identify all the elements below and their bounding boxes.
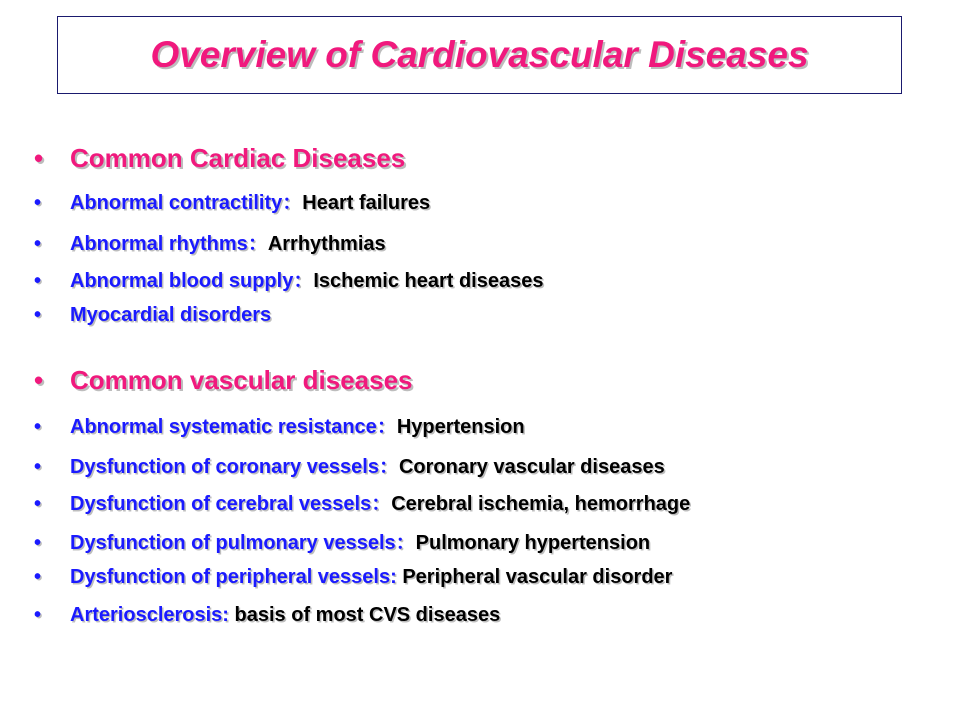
title-box (57, 16, 902, 94)
bullet-icon: • (34, 233, 42, 255)
item-separator: ： (282, 192, 303, 214)
list-item (34, 410, 525, 439)
item-value: Coronary vascular diseases (398, 456, 665, 478)
item-separator: ： (378, 456, 399, 478)
bullet-icon: • (34, 365, 44, 395)
item-value: Peripheral vascular disorder (402, 566, 673, 588)
item-separator: ： (247, 233, 268, 255)
item-value: Heart failures (302, 192, 431, 214)
vascular-heading-text: Common vascular diseases (70, 365, 413, 395)
item-value: Ischemic heart diseases (313, 270, 544, 292)
list-item (34, 450, 665, 479)
item-separator: ： (376, 416, 397, 438)
bullet-icon: • (34, 192, 42, 214)
item-label: Abnormal contractility (70, 192, 283, 214)
item-label: Abnormal systematic resistance (70, 416, 377, 438)
item-value: Cerebral ischemia, hemorrhage (391, 493, 691, 515)
list-item (34, 186, 430, 215)
list-item (34, 526, 650, 555)
slide-title: Overview of Cardiovascular Diseases (150, 34, 809, 75)
list-item (34, 264, 543, 293)
item-value: Pulmonary hypertension (415, 532, 651, 554)
cardiac-heading (34, 143, 405, 174)
item-label: Arteriosclerosis: (70, 604, 229, 626)
bullet-icon: • (34, 143, 44, 173)
list-item (34, 566, 672, 589)
bullet-icon: • (34, 566, 42, 588)
bullet-icon: • (34, 416, 42, 438)
list-item (34, 604, 500, 627)
bullet-icon: • (34, 304, 42, 326)
bullet-icon: • (34, 270, 42, 292)
cardiac-heading-text: Common Cardiac Diseases (70, 143, 406, 173)
item-label: Abnormal blood supply (70, 270, 294, 292)
item-label: Myocardial disorders (70, 304, 272, 326)
item-value: Arrhythmias (267, 233, 386, 255)
item-label: Dysfunction of peripheral vessels: (70, 566, 397, 588)
item-value: basis of most CVS diseases (234, 604, 501, 626)
item-label: Dysfunction of coronary vessels (70, 456, 379, 478)
list-item (34, 487, 690, 516)
bullet-icon: • (34, 493, 42, 515)
item-label: Dysfunction of pulmonary vessels (70, 532, 396, 554)
item-separator: ： (395, 532, 416, 554)
bullet-icon: • (34, 604, 42, 626)
item-label: Dysfunction of cerebral vessels (70, 493, 372, 515)
bullet-icon: • (34, 532, 42, 554)
item-separator: ： (371, 493, 392, 515)
list-item (34, 227, 386, 256)
vascular-heading (34, 365, 413, 396)
item-label: Abnormal rhythms (70, 233, 248, 255)
bullet-icon: • (34, 456, 42, 478)
list-item (34, 304, 271, 327)
item-value: Hypertension (396, 416, 525, 438)
item-separator: ： (293, 270, 314, 292)
